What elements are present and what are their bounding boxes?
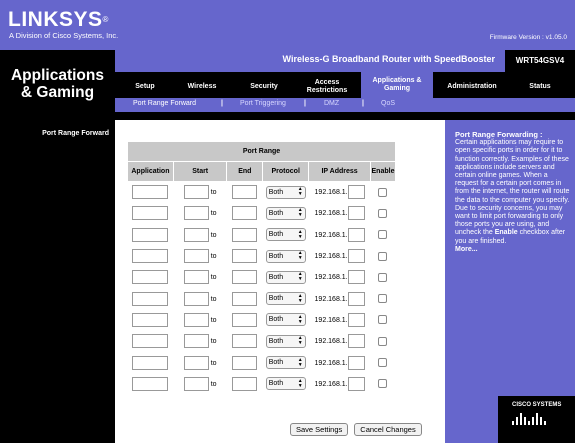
ip-octet-input[interactable] <box>348 377 365 391</box>
tab-applications-gaming[interactable]: Applications & Gaming <box>361 72 433 98</box>
start-port-input[interactable] <box>184 185 209 199</box>
to-label: to <box>210 338 217 346</box>
select-arrows-icon: ▲ ▼ <box>297 335 303 347</box>
table-row <box>128 245 396 266</box>
select-arrows-icon: ▲ ▼ <box>297 228 303 240</box>
ip-prefix: 192.168.1. <box>314 338 348 346</box>
sub-tabs <box>115 98 575 112</box>
to-label: to <box>210 189 217 197</box>
application-input[interactable] <box>132 228 168 242</box>
application-input[interactable] <box>132 292 168 306</box>
protocol-select[interactable]: Both ▲ ▼ <box>266 377 306 390</box>
left-section-label: Port Range Forward <box>0 128 115 139</box>
start-port-input[interactable] <box>184 313 209 327</box>
ip-prefix: 192.168.1. <box>314 231 348 239</box>
application-input[interactable] <box>132 185 168 199</box>
application-input[interactable] <box>132 270 168 284</box>
ip-octet-input[interactable] <box>348 270 365 284</box>
cisco-bars-icon <box>512 413 546 425</box>
end-port-input[interactable] <box>232 334 257 348</box>
enable-checkbox[interactable] <box>378 230 387 239</box>
table-row <box>128 267 396 288</box>
to-label: to <box>210 295 217 303</box>
ip-octet-input[interactable] <box>348 206 365 220</box>
end-port-input[interactable] <box>232 313 257 327</box>
application-input[interactable] <box>132 356 168 370</box>
select-arrows-icon: ▲ ▼ <box>297 356 303 368</box>
col-protocol: Protocol <box>263 162 309 182</box>
end-port-input[interactable] <box>232 206 257 220</box>
help-text: Certain applications may require to open specific ports in order for it to function correctly. Examples of these applications include servers and certain online games. When a request for a certain port comes in from the internet, the router will route the data to the computer you specify. Due to security concerns, you may want to limit port forwarding to only those ports you are using, and uncheck the Enable checkbox after you are finished. <box>455 139 570 245</box>
select-arrows-icon: ▲ ▼ <box>297 186 303 198</box>
enable-checkbox[interactable] <box>378 337 387 346</box>
model-number: WRT54GSV4 <box>505 50 575 72</box>
subtab-separator: | <box>304 100 306 107</box>
table-row <box>128 331 396 352</box>
to-label: to <box>210 380 217 388</box>
start-port-input[interactable] <box>184 377 209 391</box>
action-buttons <box>290 423 422 436</box>
enable-checkbox[interactable] <box>378 358 387 367</box>
start-port-input[interactable] <box>184 249 209 263</box>
end-port-input[interactable] <box>232 377 257 391</box>
protocol-select[interactable]: Both ▲ ▼ <box>266 292 306 305</box>
select-arrows-icon: ▲ ▼ <box>297 292 303 304</box>
enable-checkbox[interactable] <box>378 379 387 388</box>
table-row <box>128 203 396 224</box>
linksys-logo: LINKSYS® <box>8 8 109 31</box>
section-title: Applications & Gaming <box>10 67 104 101</box>
ip-prefix: 192.168.1. <box>314 210 348 218</box>
help-title: Port Range Forwarding : <box>455 130 543 139</box>
select-arrows-icon: ▲ ▼ <box>297 250 303 262</box>
start-port-input[interactable] <box>184 334 209 348</box>
end-port-input[interactable] <box>232 249 257 263</box>
enable-checkbox[interactable] <box>378 188 387 197</box>
save-settings-button[interactable]: Save Settings <box>290 423 348 436</box>
cancel-changes-button[interactable]: Cancel Changes <box>354 423 421 436</box>
to-label: to <box>210 252 217 260</box>
protocol-select[interactable]: Both ▲ ▼ <box>266 207 306 220</box>
subtab-port-triggering[interactable]: Port Triggering <box>240 100 286 107</box>
tab-wireless[interactable]: Wireless <box>187 83 217 90</box>
start-port-input[interactable] <box>184 228 209 242</box>
table-caption: Port Range <box>128 142 396 162</box>
port-range-table <box>127 141 396 394</box>
logo-subtitle: A Division of Cisco Systems, Inc. <box>9 31 119 40</box>
select-arrows-icon: ▲ ▼ <box>297 313 303 325</box>
protocol-select[interactable]: Both ▲ ▼ <box>266 313 306 326</box>
enable-checkbox[interactable] <box>378 209 387 218</box>
start-port-input[interactable] <box>184 292 209 306</box>
application-input[interactable] <box>132 334 168 348</box>
table-row <box>128 352 396 373</box>
protocol-select[interactable]: Both ▲ ▼ <box>266 228 306 241</box>
select-arrows-icon: ▲ ▼ <box>297 271 303 283</box>
col-application: Application <box>128 162 174 182</box>
protocol-select[interactable]: Both ▲ ▼ <box>266 335 306 348</box>
table-row <box>128 309 396 330</box>
help-more-link[interactable]: More... <box>455 245 478 253</box>
ip-prefix: 192.168.1. <box>314 316 348 324</box>
product-titlebar <box>115 50 575 72</box>
application-input[interactable] <box>132 249 168 263</box>
col-start: Start <box>173 162 227 182</box>
ip-octet-input[interactable] <box>348 228 365 242</box>
col-ip-address: IP Address <box>309 162 371 182</box>
subtab-dmz[interactable]: DMZ <box>324 100 340 107</box>
to-label: to <box>210 210 217 218</box>
table-body <box>128 182 396 395</box>
firmware-version: Firmware Version : v1.05.0 <box>489 34 567 41</box>
ip-prefix: 192.168.1. <box>314 295 348 303</box>
product-name: Wireless-G Broadband Router with SpeedBooster <box>282 54 495 64</box>
application-input[interactable] <box>132 206 168 220</box>
ip-octet-input[interactable] <box>348 334 365 348</box>
ip-octet-input[interactable] <box>348 249 365 263</box>
ip-prefix: 192.168.1. <box>314 359 348 367</box>
to-label: to <box>210 274 217 282</box>
enable-checkbox[interactable] <box>378 252 387 261</box>
tab-setup[interactable]: Setup <box>135 83 155 90</box>
protocol-select[interactable]: Both ▲ ▼ <box>266 356 306 369</box>
tab-administration[interactable]: Administration <box>447 83 497 90</box>
to-label: to <box>210 231 217 239</box>
left-column <box>0 120 115 443</box>
table-row <box>128 182 396 203</box>
col-enable: Enable <box>370 162 395 182</box>
enable-checkbox[interactable] <box>378 315 387 324</box>
protocol-select[interactable]: Both ▲ ▼ <box>266 250 306 263</box>
header-bar <box>0 0 575 50</box>
cisco-systems-logo: CISCO SYSTEMS <box>512 402 562 408</box>
subtab-port-range-forward[interactable]: Port Range Forward <box>133 100 197 107</box>
application-input[interactable] <box>132 313 168 327</box>
help-panel <box>455 131 571 254</box>
end-port-input[interactable] <box>232 356 257 370</box>
enable-checkbox[interactable] <box>378 273 387 282</box>
subtab-separator: | <box>362 100 364 107</box>
col-end: End <box>227 162 263 182</box>
ip-prefix: 192.168.1. <box>314 274 348 282</box>
end-port-input[interactable] <box>232 292 257 306</box>
to-label: to <box>210 316 217 324</box>
start-port-input[interactable] <box>184 270 209 284</box>
tab-access-restrictions[interactable]: Access Restrictions <box>306 79 348 94</box>
ip-octet-input[interactable] <box>348 292 365 306</box>
tab-status[interactable]: Status <box>529 83 551 90</box>
subtab-separator: | <box>221 100 223 107</box>
start-port-input[interactable] <box>184 206 209 220</box>
ip-prefix: 192.168.1. <box>314 380 348 388</box>
protocol-select[interactable]: Both ▲ ▼ <box>266 186 306 199</box>
ip-prefix: 192.168.1. <box>314 189 348 197</box>
ip-octet-input[interactable] <box>348 356 365 370</box>
ip-prefix: 192.168.1. <box>314 252 348 260</box>
subtab-qos[interactable]: QoS <box>381 100 396 107</box>
select-arrows-icon: ▲ ▼ <box>297 207 303 219</box>
end-port-input[interactable] <box>232 270 257 284</box>
main-tabs <box>115 76 575 98</box>
to-label: to <box>210 359 217 367</box>
start-port-input[interactable] <box>184 356 209 370</box>
table-row <box>128 288 396 309</box>
table-row <box>128 373 396 394</box>
ip-octet-input[interactable] <box>348 185 365 199</box>
protocol-select[interactable]: Both ▲ ▼ <box>266 271 306 284</box>
end-port-input[interactable] <box>232 185 257 199</box>
tab-security[interactable]: Security <box>250 83 278 90</box>
table-row <box>128 224 396 245</box>
select-arrows-icon: ▲ ▼ <box>297 377 303 389</box>
ip-octet-input[interactable] <box>348 313 365 327</box>
enable-checkbox[interactable] <box>378 294 387 303</box>
application-input[interactable] <box>132 377 168 391</box>
end-port-input[interactable] <box>232 228 257 242</box>
